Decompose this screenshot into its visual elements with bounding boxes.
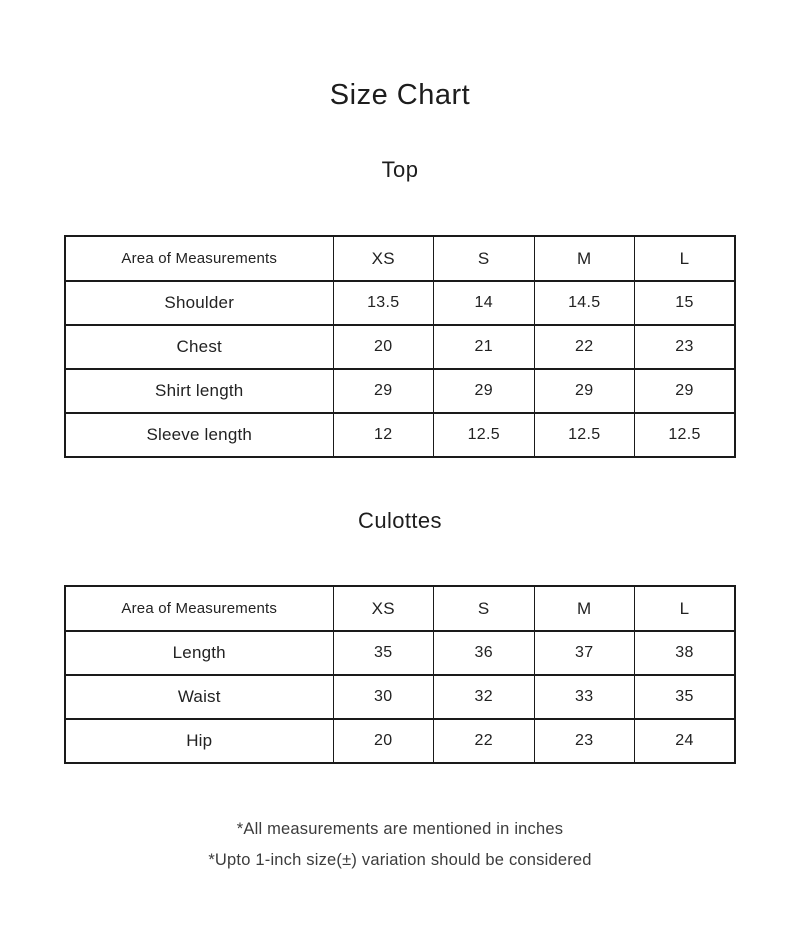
size-value: 35 [333, 631, 434, 675]
size-value: 30 [333, 675, 434, 719]
page-title: Size Chart [329, 79, 471, 111]
table-row-waist [65, 675, 735, 719]
row-label: Sleeve length [65, 413, 333, 457]
size-value: 14.5 [534, 281, 635, 325]
size-value: 22 [434, 719, 535, 763]
size-value: 14 [434, 281, 535, 325]
col-header-m: M [534, 236, 635, 281]
col-header-area: Area of Measurements [65, 236, 333, 281]
size-value: 12.5 [534, 413, 635, 457]
size-value: 15 [635, 281, 736, 325]
table-header-row [65, 236, 735, 281]
size-value: 24 [635, 719, 736, 763]
size-value: 20 [333, 719, 434, 763]
size-value: 36 [434, 631, 535, 675]
table-header-row [65, 586, 735, 631]
section-heading-culottes: Culottes [358, 508, 442, 533]
col-header-xs: XS [333, 236, 434, 281]
row-label: Waist [65, 675, 333, 719]
size-value: 37 [534, 631, 635, 675]
size-value: 29 [635, 369, 736, 413]
section-heading-top: Top [381, 157, 419, 182]
table-row-shoulder [65, 281, 735, 325]
size-value: 29 [434, 369, 535, 413]
size-value: 12 [333, 413, 434, 457]
size-value: 23 [534, 719, 635, 763]
table-row-shirt-length [65, 369, 735, 413]
table-row-chest [65, 325, 735, 369]
footnotes [0, 814, 800, 876]
table-row-hip [65, 719, 735, 763]
size-value: 12.5 [434, 413, 535, 457]
row-label: Chest [65, 325, 333, 369]
col-header-s: S [434, 236, 535, 281]
col-header-l: L [635, 586, 736, 631]
size-value: 13.5 [333, 281, 434, 325]
footnote-variation: *Upto 1-inch size(±) variation should be considered [208, 851, 592, 869]
size-value: 32 [434, 675, 535, 719]
size-table-culottes [64, 585, 736, 764]
size-value: 21 [434, 325, 535, 369]
col-header-l: L [635, 236, 736, 281]
size-value: 20 [333, 325, 434, 369]
footnote-inches: *All measurements are mentioned in inches [236, 820, 564, 838]
row-label: Hip [65, 719, 333, 763]
size-value: 29 [534, 369, 635, 413]
col-header-m: M [534, 586, 635, 631]
table-row-sleeve-length [65, 413, 735, 457]
size-table-top [64, 235, 736, 458]
size-value: 12.5 [635, 413, 736, 457]
size-value: 35 [635, 675, 736, 719]
row-label: Length [65, 631, 333, 675]
size-value: 38 [635, 631, 736, 675]
col-header-area: Area of Measurements [65, 586, 333, 631]
size-value: 22 [534, 325, 635, 369]
size-value: 29 [333, 369, 434, 413]
size-value: 23 [635, 325, 736, 369]
row-label: Shirt length [65, 369, 333, 413]
size-value: 33 [534, 675, 635, 719]
table-row-length [65, 631, 735, 675]
row-label: Shoulder [65, 281, 333, 325]
col-header-xs: XS [333, 586, 434, 631]
col-header-s: S [434, 586, 535, 631]
